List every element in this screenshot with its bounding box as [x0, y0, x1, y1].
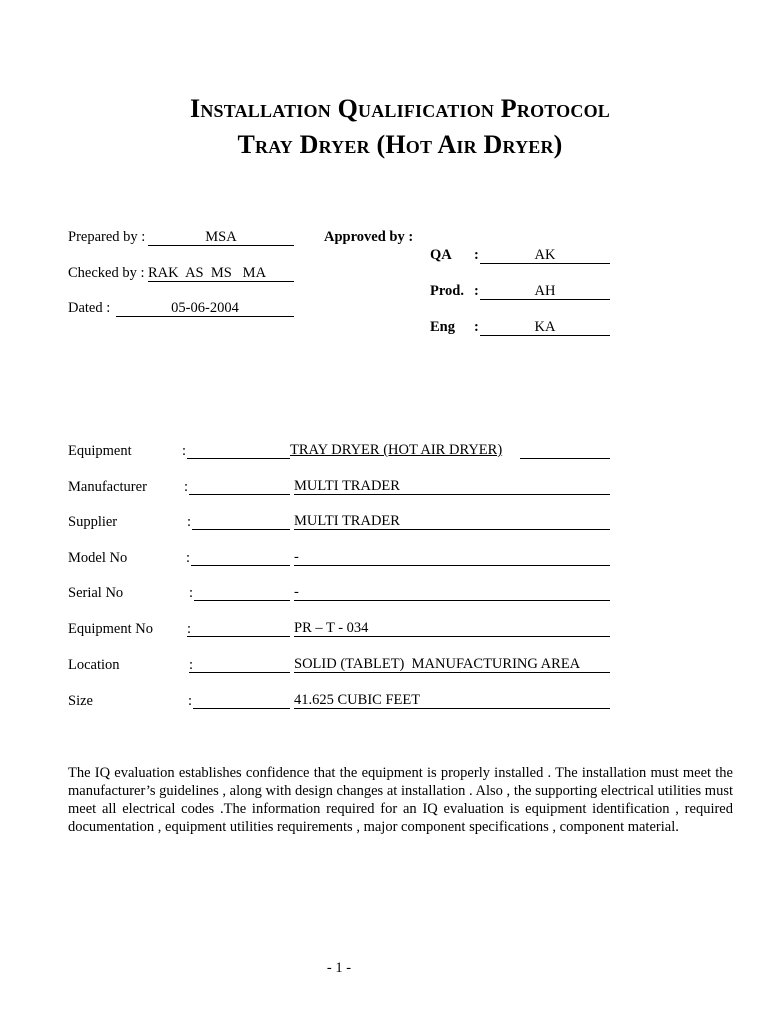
- row-colon: :: [187, 514, 192, 530]
- supplier-value: MULTI TRADER: [294, 514, 610, 530]
- serial-no-label: Serial No: [68, 585, 124, 601]
- page-number: - 1 -: [326, 960, 352, 976]
- row-colon: :: [186, 550, 191, 566]
- row-colon: :: [182, 443, 187, 459]
- approver-value-prod: AH: [480, 283, 610, 300]
- row-colon: :: [189, 585, 194, 601]
- approver-role-eng: Eng: [430, 319, 455, 335]
- approver-role-qa: QA: [430, 247, 452, 263]
- manufacturer-label: Manufacturer: [68, 479, 147, 495]
- row-colon: :: [189, 657, 194, 673]
- row-colon: :: [188, 693, 193, 709]
- document-title-line1: Installation Qualification Protocol: [190, 94, 610, 123]
- row-colon: :: [187, 621, 192, 637]
- location-label: Location: [68, 657, 120, 673]
- equipment-no-row: [68, 621, 613, 639]
- size-value: 41.625 CUBIC FEET: [294, 693, 610, 709]
- serial-no-row: [68, 585, 613, 603]
- supplier-label: Supplier: [68, 514, 118, 530]
- prepared-by-value: MSA: [148, 229, 294, 246]
- manufacturer-value: MULTI TRADER: [294, 479, 610, 495]
- model-no-value: -: [294, 550, 610, 566]
- serial-no-value: -: [294, 585, 610, 601]
- row-blank-line: [193, 693, 290, 709]
- row-blank-line: [192, 514, 290, 530]
- iq-description-paragraph: The IQ evaluation establishes confidence that the equipment is properly installed . The installation must meet the manufacturer’s guidelines , along with design changes at installation . Also , the supporting electrical utilities must meet all electrical codes .The information required for an IQ evaluation is equipment identification , required documentation , equipment utilities requirements , major component specifications , component material.: [68, 765, 733, 835]
- row-colon: :: [184, 479, 189, 495]
- checked-by-value: RAK AS MS MA: [148, 265, 294, 282]
- row-blank-line: [191, 550, 290, 566]
- equipment-value: TRAY DRYER (HOT AIR DRYER): [290, 442, 503, 458]
- dated-value: 05-06-2004: [116, 300, 294, 317]
- checked-by-label: Checked by :: [68, 265, 145, 281]
- model-no-label: Model No: [68, 550, 128, 566]
- model-no-row: [68, 550, 613, 568]
- dated-label: Dated :: [68, 300, 111, 316]
- row-blank-line: [194, 585, 290, 601]
- document-title-line2: Tray Dryer (Hot Air Dryer): [237, 130, 563, 159]
- location-value: SOLID (TABLET) MANUFACTURING AREA: [294, 657, 610, 673]
- row-blank-line: [189, 479, 290, 495]
- approver-colon: :: [474, 319, 479, 335]
- manufacturer-row: [68, 479, 613, 497]
- row-blank-line: [187, 443, 290, 459]
- row-blank-line: [187, 621, 290, 637]
- equipment-no-value: PR – T - 034: [294, 621, 610, 637]
- location-row: [68, 657, 613, 675]
- row-blank-line: [520, 443, 610, 459]
- equipment-row: [68, 443, 613, 461]
- size-row: [68, 693, 613, 711]
- row-blank-line: [189, 657, 290, 673]
- size-label: Size: [68, 693, 93, 709]
- approver-value-qa: AK: [480, 247, 610, 264]
- approver-colon: :: [474, 247, 479, 263]
- equipment-label: Equipment: [68, 443, 132, 459]
- equipment-no-label: Equipment No: [68, 621, 153, 637]
- supplier-row: [68, 514, 613, 532]
- approver-value-eng: KA: [480, 319, 610, 336]
- approver-role-prod: Prod.: [430, 283, 464, 299]
- prepared-by-label: Prepared by :: [68, 229, 146, 245]
- approver-colon: :: [474, 283, 479, 299]
- approved-by-label: Approved by :: [324, 229, 414, 245]
